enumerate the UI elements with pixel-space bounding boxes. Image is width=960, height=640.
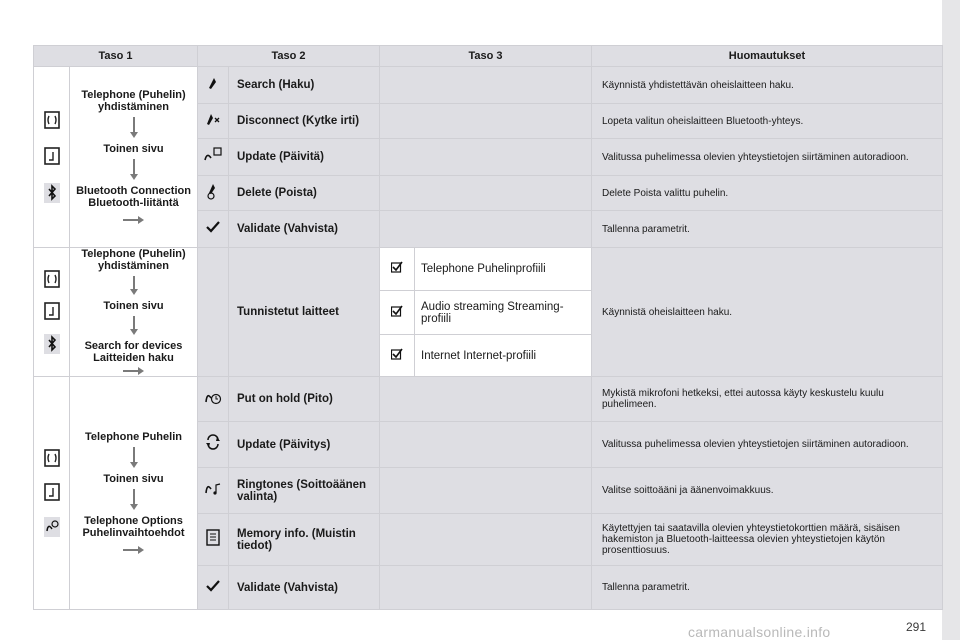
page-edge-band	[942, 0, 960, 640]
next-page-icon	[42, 301, 62, 321]
profile-telephone[interactable]: Telephone Puhelinprofiili	[415, 248, 592, 291]
level1-steps	[70, 377, 198, 610]
sync-icon	[205, 434, 221, 450]
header-notes: Huomautukset	[592, 46, 943, 67]
note: Käynnistä oheislaitteen haku.	[592, 248, 943, 377]
search-icon-cell	[198, 67, 229, 104]
arrow-down-icon	[129, 159, 139, 181]
header-level-2: Taso 2	[198, 46, 380, 67]
update-contacts-icon	[203, 146, 223, 164]
sync-icon-cell	[198, 422, 229, 468]
phone-options-icon	[42, 516, 62, 538]
menu-item-disconnect[interactable]: Disconnect (Kytke irti)	[229, 104, 380, 139]
memory-card-icon	[204, 527, 222, 547]
step-telephone: Telephone Puhelin	[85, 431, 182, 443]
bluetooth-icon	[42, 182, 62, 204]
validate-icon-cell	[198, 211, 229, 248]
level1-icons	[34, 377, 70, 610]
note: Lopeta valitun oheislaitteen Bluetooth-yhteys.	[592, 104, 943, 139]
level1-icons	[34, 67, 70, 248]
arrow-down-icon	[129, 276, 139, 296]
checkbox-icon[interactable]	[391, 305, 403, 317]
validate-icon-cell	[198, 566, 229, 610]
level1-icons	[34, 248, 70, 377]
step-telephone-connect: Telephone (Puhelin) yhdistäminen	[81, 248, 186, 272]
checkbox-cell	[380, 248, 415, 291]
note: Valitussa puhelimessa olevien yhteystietojen siirtäminen autoradioon.	[592, 422, 943, 468]
menu-item-search[interactable]: Search (Haku)	[229, 67, 380, 104]
menu-item-update-contacts[interactable]: Update (Päivitys)	[229, 422, 380, 468]
checkbox-cell	[380, 291, 415, 335]
disconnect-icon-cell	[198, 104, 229, 139]
menu-item-update[interactable]: Update (Päivitä)	[229, 139, 380, 176]
watermark: carmanualsonline.info	[688, 624, 831, 640]
delete-phone-icon	[204, 182, 222, 200]
note: Valitse soittoääni ja äänenvoimakkuus.	[592, 468, 943, 514]
note: Tallenna parametrit.	[592, 566, 943, 610]
disconnect-icon	[204, 111, 222, 127]
table-header-row	[34, 46, 943, 67]
phone-screen-icon	[42, 448, 62, 468]
menu-item-put-on-hold[interactable]: Put on hold (Pito)	[229, 377, 380, 422]
note: Delete Poista valittu puhelin.	[592, 176, 943, 211]
note: Mykistä mikrofoni hetkeksi, ettei autossa käyty keskustelu kuulu puhelimeen.	[592, 377, 943, 422]
step-next-page: Toinen sivu	[103, 143, 164, 155]
menu-item-detected-devices[interactable]: Tunnistetut laitteet	[229, 248, 380, 377]
arrow-down-icon	[129, 489, 139, 511]
checkbox-icon[interactable]	[391, 348, 403, 360]
header-level-3: Taso 3	[380, 46, 592, 67]
bluetooth-icon	[42, 333, 62, 355]
arrow-down-icon	[129, 117, 139, 139]
next-page-icon	[42, 146, 62, 166]
update-icon-cell	[198, 139, 229, 176]
step-bluetooth-connection: Bluetooth Connection Bluetooth-liitäntä	[76, 185, 191, 209]
table-row	[34, 248, 943, 291]
menu-table	[33, 45, 943, 610]
menu-item-delete[interactable]: Delete (Poista)	[229, 176, 380, 211]
level1-steps	[70, 248, 198, 377]
ringtone-icon	[203, 479, 223, 497]
checkmark-icon	[206, 580, 220, 592]
menu-item-memory-info[interactable]: Memory info. (Muistin tiedot)	[229, 514, 380, 566]
note: Valitussa puhelimessa olevien yhteystietojen siirtäminen autoradioon.	[592, 139, 943, 176]
arrow-right-icon	[123, 215, 145, 225]
delete-icon-cell	[198, 176, 229, 211]
search-icon	[205, 75, 221, 91]
step-telephone-options: Telephone Options Puhelinvaihtoehdot	[82, 515, 185, 539]
phone-screen-icon	[42, 269, 62, 289]
next-page-icon	[42, 482, 62, 502]
checkbox-cell	[380, 335, 415, 377]
ringtone-icon-cell	[198, 468, 229, 514]
checkbox-icon[interactable]	[391, 261, 403, 273]
menu-item-validate[interactable]: Validate (Vahvista)	[229, 211, 380, 248]
memory-icon-cell	[198, 514, 229, 566]
arrow-right-icon	[123, 545, 145, 555]
header-level-1: Taso 1	[34, 46, 198, 67]
note: Tallenna parametrit.	[592, 211, 943, 248]
note: Käynnistä yhdistettävän oheislaitteen haku.	[592, 67, 943, 104]
hold-clock-icon	[203, 388, 223, 406]
table-row	[34, 67, 943, 104]
menu-item-ringtones[interactable]: Ringtones (Soittoäänen valinta)	[229, 468, 380, 514]
step-next-page: Toinen sivu	[103, 300, 164, 312]
level1-steps	[70, 67, 198, 248]
phone-screen-icon	[42, 110, 62, 130]
hold-icon-cell	[198, 377, 229, 422]
note: Käytettyjen tai saatavilla olevien yhteystietokorttien määrä, sisäisen hakemiston ja Bluetooth-laitteessa olevien yhteystietojen käytön prosenttiosuus.	[592, 514, 943, 566]
step-search-devices: Search for devices Laitteiden haku	[84, 340, 183, 364]
arrow-down-icon	[129, 316, 139, 336]
profile-internet[interactable]: Internet Internet-profiili	[415, 335, 592, 377]
arrow-right-icon	[123, 366, 145, 376]
arrow-down-icon	[129, 447, 139, 469]
table-row	[34, 377, 943, 422]
profile-audio-streaming[interactable]: Audio streaming Streaming-profiili	[415, 291, 592, 335]
step-telephone-connect: Telephone (Puhelin) yhdistäminen	[81, 89, 186, 113]
checkmark-icon	[206, 221, 220, 233]
menu-item-validate[interactable]: Validate (Vahvista)	[229, 566, 380, 610]
page-number: 291	[906, 620, 927, 634]
step-next-page: Toinen sivu	[103, 473, 164, 485]
